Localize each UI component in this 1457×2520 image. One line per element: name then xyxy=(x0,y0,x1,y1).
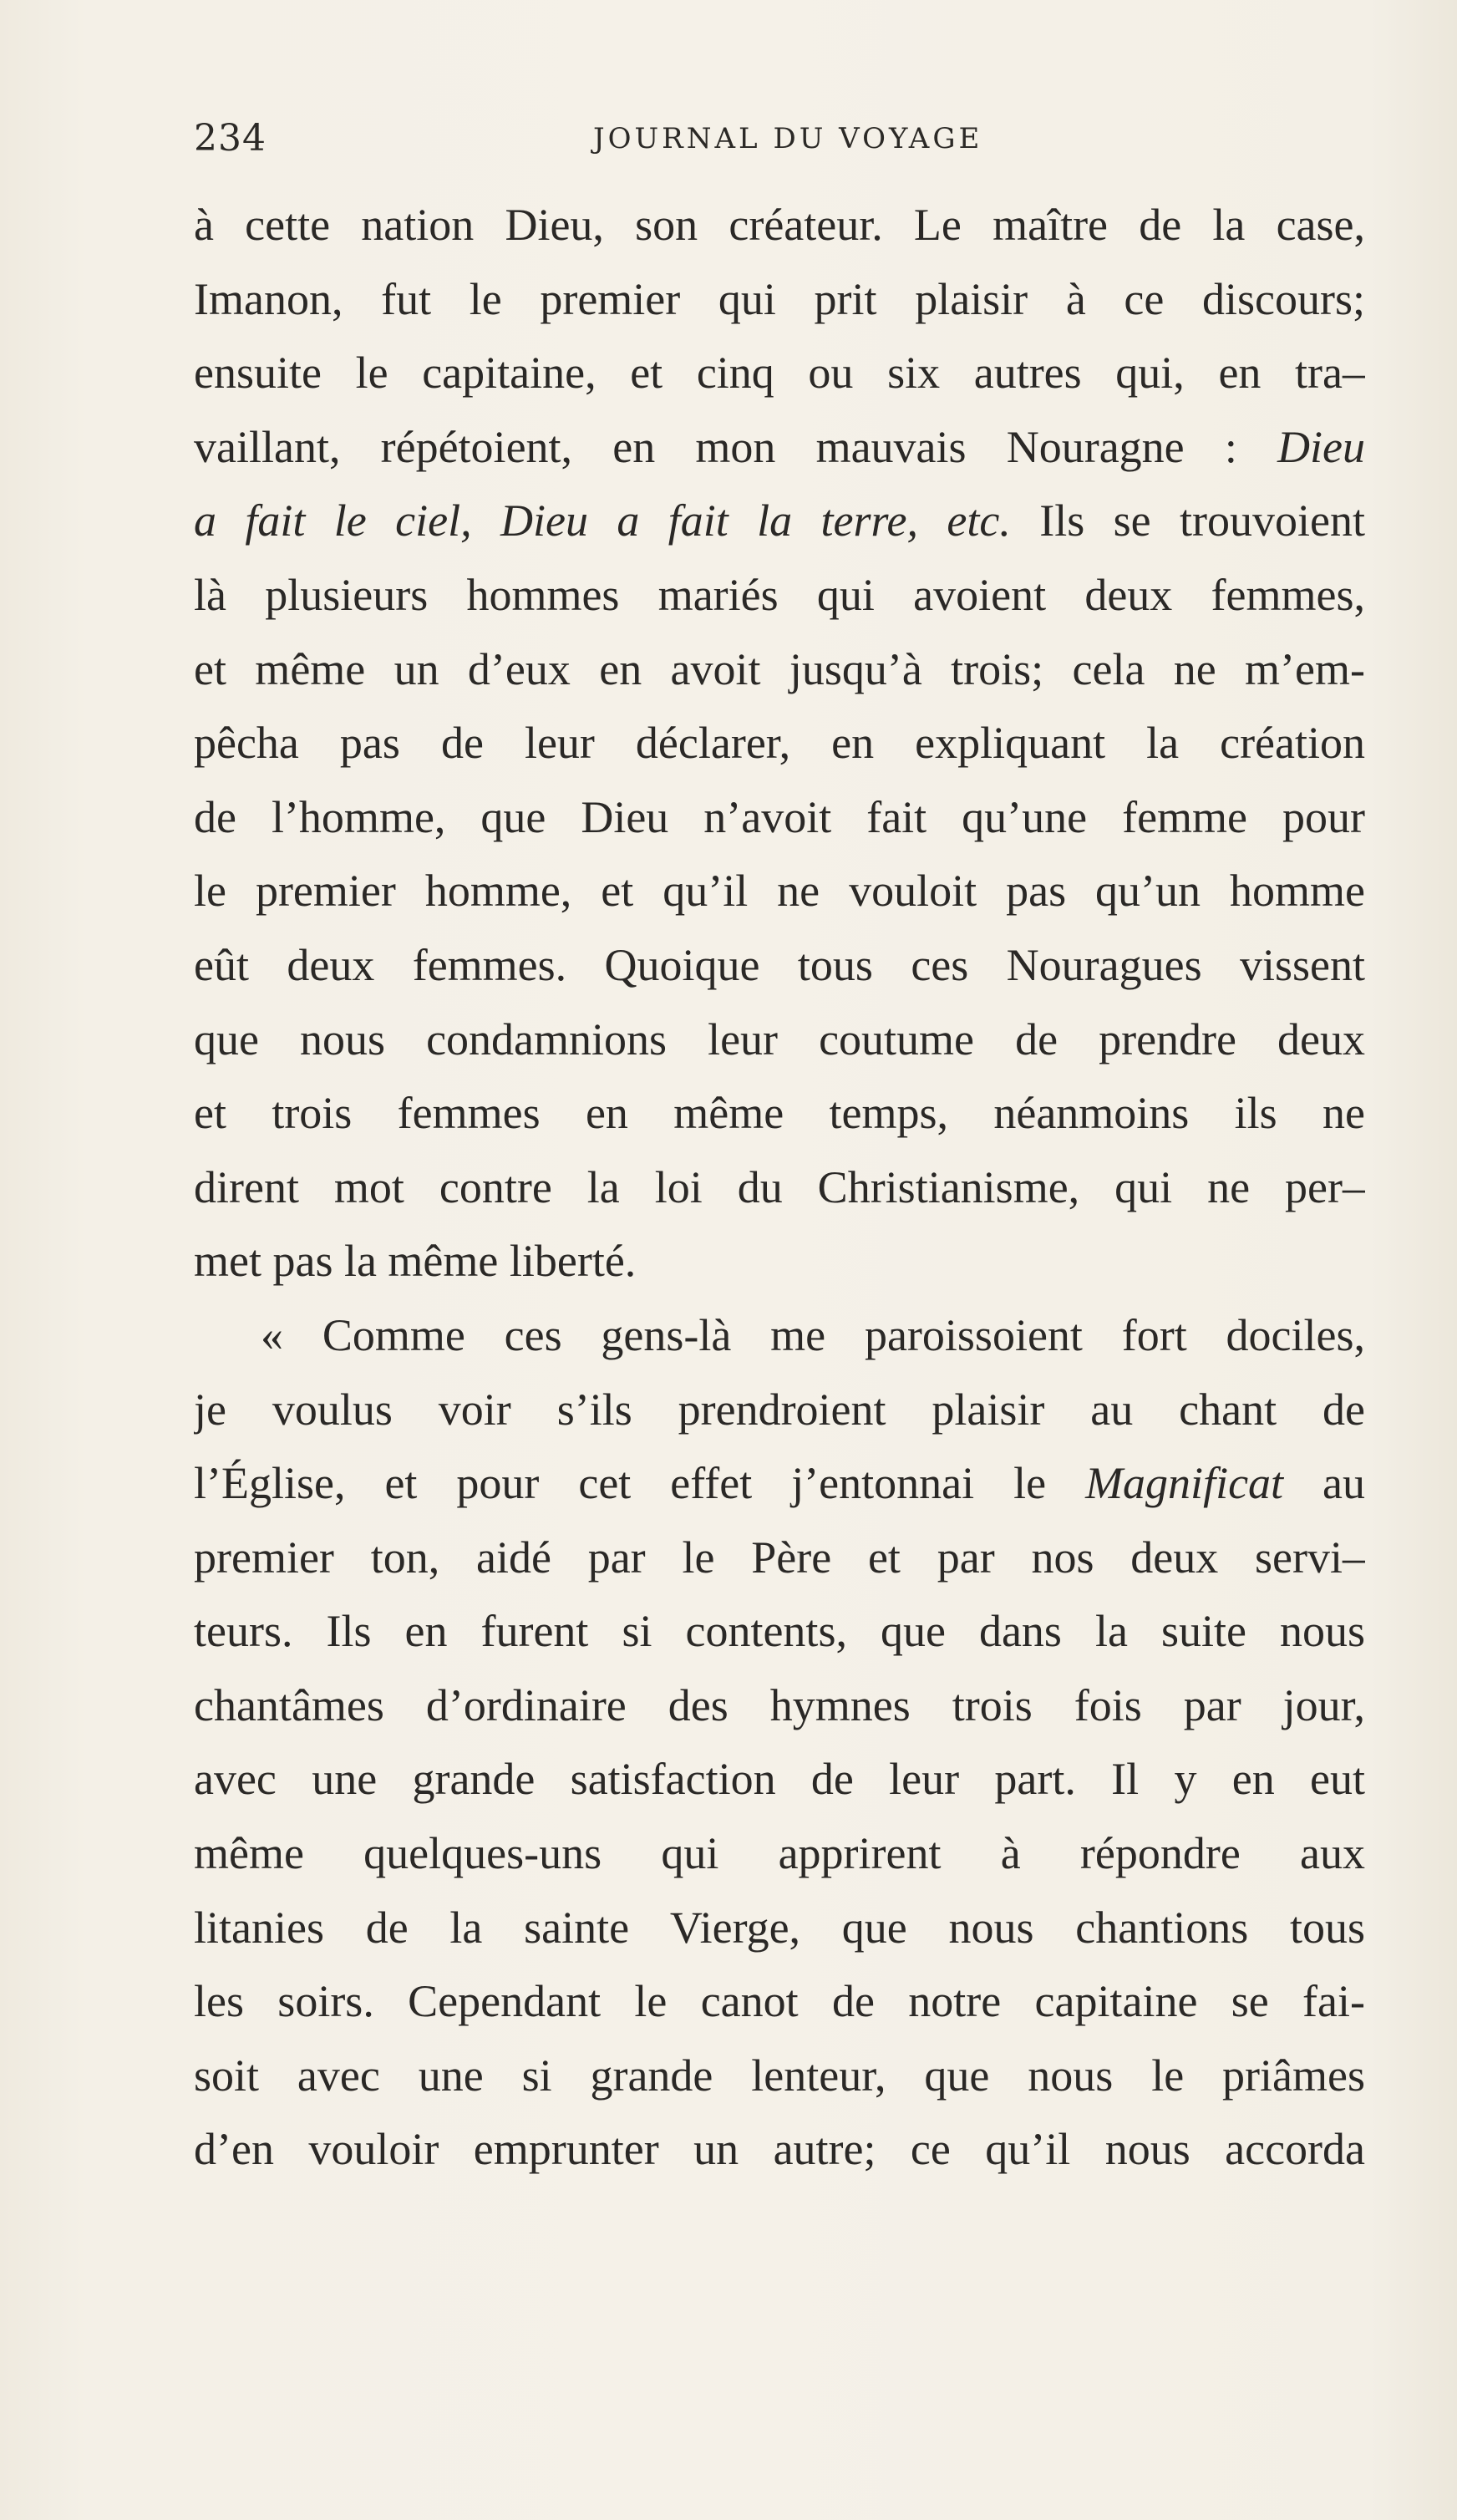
text-line xyxy=(194,410,1365,485)
text-line: les soirs. Cependant le canot de notre capitaine se fai- xyxy=(194,1976,1365,2027)
italic-text: Magnificat xyxy=(1085,1458,1284,1509)
text-line: ensuite le capitaine, et cinq ou six autres qui, en tra– xyxy=(194,348,1365,399)
italic-text: a fait le ciel, Dieu a fait la terre, etc. xyxy=(194,495,1011,546)
body-text xyxy=(194,188,1365,2187)
text-line: à cette nation Dieu, son créateur. Le maître de la case, xyxy=(194,200,1365,250)
text-segment: Ils se trouvoient xyxy=(1010,495,1365,546)
text-line xyxy=(194,484,1365,558)
text-line: chantâmes d’ordinaire des hymnes trois fois par jour, xyxy=(194,1679,1365,1730)
text-line: teurs. Ils en furent si contents, que dans la suite nous xyxy=(194,1606,1365,1657)
text-line: premier ton, aidé par le Père et par nos deux servi– xyxy=(194,1532,1365,1583)
text-line xyxy=(194,1446,1365,1521)
text-line: Imanon, fut le premier qui prit plaisir à ce discours; xyxy=(194,273,1365,324)
paragraph-end-line: met pas la même liberté. xyxy=(194,1236,637,1287)
text-segment: au xyxy=(1283,1458,1365,1509)
paragraph-start-line: « Comme ces gens-là me paroissoient fort dociles, xyxy=(261,1309,1365,1360)
text-line: dirent mot contre la loi du Christianisme, qui ne per– xyxy=(194,1161,1365,1212)
text-line: je voulus voir s’ils prendroient plaisir au chant de xyxy=(194,1384,1365,1435)
page-number: 234 xyxy=(194,117,267,160)
text-line: là plusieurs hommes mariés qui avoient deux femmes, xyxy=(194,569,1365,620)
text-line: avec une grande satisfaction de leur part. Il y en eut xyxy=(194,1754,1365,1805)
text-segment: l’Église, et pour cet effet j’entonnai le xyxy=(194,1458,1086,1509)
text-line: et même un d’eux en avoit jusqu’à trois; cela ne m’em- xyxy=(194,643,1365,694)
text-line: de l’homme, que Dieu n’avoit fait qu’une femme pour xyxy=(194,791,1365,842)
text-line: eût deux femmes. Quoique tous ces Nouragues vissent xyxy=(194,939,1365,990)
running-head: JOURNAL DU VOYAGE xyxy=(593,122,983,155)
text-segment: vaillant, répétoient, en mon mauvais Nouragne : xyxy=(194,421,1278,472)
page-header xyxy=(194,117,1365,167)
text-line: et trois femmes en même temps, néanmoins ils ne xyxy=(194,1088,1365,1139)
text-line: le premier homme, et qu’il ne vouloit pas qu’un homme xyxy=(194,866,1365,917)
italic-text: Dieu xyxy=(1277,421,1365,472)
text-line: d’en vouloir emprunter un autre; ce qu’il nous accorda xyxy=(194,2124,1365,2175)
text-line: même quelques-uns qui apprirent à répondre aux xyxy=(194,1828,1365,1879)
text-line: litanies de la sainte Vierge, que nous chantions tous xyxy=(194,1902,1365,1953)
text-line: soit avec une si grande lenteur, que nous le priâmes xyxy=(194,2050,1365,2101)
text-line: pêcha pas de leur déclarer, en expliquant la création xyxy=(194,718,1365,769)
text-line: que nous condamnions leur coutume de prendre deux xyxy=(194,1014,1365,1064)
